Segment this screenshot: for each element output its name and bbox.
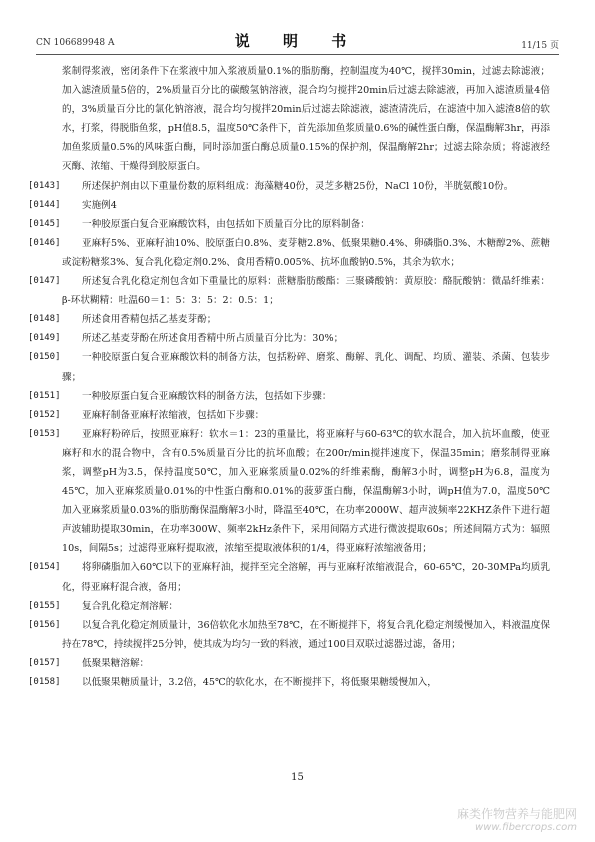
paragraph-number: [0153] [28, 428, 61, 439]
paragraph-continuation [62, 62, 550, 177]
paragraph-0145 [28, 215, 550, 234]
site-watermark [457, 805, 577, 833]
paragraph-number: [0155] [28, 600, 61, 611]
page-number: 15 [291, 772, 304, 783]
paragraph-text: 一种胶原蛋白复合亚麻酸饮料的制备方法，包括如下步骤： [82, 390, 332, 402]
paragraph-number: [0144] [28, 199, 61, 210]
paragraph-number: [0143] [28, 180, 61, 191]
paragraph-text: 一种胶原蛋白复合亚麻酸饮料的制备方法，包括粉碎、磨浆、酶解、乳化、调配、均质、灌装、杀菌、包装步骤； [62, 352, 550, 383]
paragraph-number: [0154] [28, 562, 61, 573]
paragraph-0152 [28, 406, 550, 425]
paragraph-text: 以复合乳化稳定剂质量计，36倍软化水加热至78℃，在不断搅拌下，将复合乳化稳定剂缓慢加入，料液温度保持在78℃，持续搅拌25分钟，使其成为均匀一致的料液，通过100目双联过滤器过滤，备用； [62, 619, 550, 650]
paragraph-text: 所述乙基麦芽酚在所述食用香精中所占质量百分比为：30%； [82, 333, 344, 345]
document-title: 说 明 书 [234, 32, 361, 50]
paragraph-text: 实施例4 [82, 199, 117, 211]
paragraph-text: 低聚果糖溶解： [82, 657, 150, 669]
paragraph-number: [0156] [28, 619, 61, 630]
paragraph-text: 浆制得浆液，密闭条件下在浆液中加入浆液质量0.1%的脂肪酶，控制温度为40℃，搅拌30min，过滤去除滤液；加入滤渣质量5倍的，2%质量百分比的碳酸氢钠溶液，混合均匀搅拌20min后过滤去除滤液，再加入滤渣质量4倍的，3%质量百分比的氯化钠溶液，混合均匀搅拌20min后过滤去除滤液，滤渣清洗后，在滤渣中加入滤渣8倍的软水，打浆，得脱脂鱼浆，pH值8.5，温度50℃条件下，首先添加鱼浆质量0.6%的碱性蛋白酶，保温酶解3hr，再添加鱼浆质量0.5%的风味蛋白酶，同时添加蛋白酶总质量0.15%的保护剂，保温酶解2hr；过滤去除杂质；将滤液经灭酶、浓缩、干燥得到胶原蛋白。 [62, 66, 550, 173]
publication-number: CN 106689948 A [36, 38, 115, 48]
paragraph-text: 复合乳化稳定剂溶解： [82, 600, 178, 612]
page-header [36, 30, 559, 52]
paragraph-number: [0158] [28, 677, 61, 687]
paragraph-number: [0145] [28, 218, 61, 229]
paragraph-number: [0157] [28, 657, 61, 668]
paragraph-text: 亚麻籽粉碎后，按照亚麻籽：软水＝1：23的重量比，将亚麻籽与60-63℃的软水混合，加入抗坏血酸，使亚麻籽和水的混合物中，含有0.5%质量百分比的抗坏血酸；在200r/min搅拌速度下，保温35min；磨浆制得亚麻浆，调整pH为3.5，保持温度50℃，加入亚麻浆质量0.02%的纤维素酶，酶解3小时，调整pH为6.8，温度为45℃，加入亚麻浆质量0.01%的中性蛋白酶和0.01%的菠萝蛋白酶，保温酶解3小时，调pH值为7.0，温度50℃加入亚麻浆质量0.03%的脂肪酶保温酶解3小时，降温至40℃，在功率2000W、超声波频率22KHZ条件下进行超声波辅助提取30min，在功率300W、频率2kHz条件下，采用间隔方式进行微波提取60s；所述间隔方式为：辐照10s，间隔5s；过滤得亚麻籽提取液，浓缩至提取液体积的1/4，得亚麻籽浓缩液备用； [62, 428, 550, 555]
document-body [28, 62, 550, 692]
paragraph-0149 [28, 329, 550, 348]
paragraph-0147 [28, 272, 550, 310]
paragraph-text: 一种胶原蛋白复合亚麻酸饮料，由包括如下质量百分比的原料制备： [82, 218, 370, 230]
paragraph-text: 将卵磷脂加入60℃以下的亚麻籽油，搅拌至完全溶解，再与亚麻籽浓缩液混合，60-65℃，20-30MPa均质乳化，得亚麻籽混合液，备用； [62, 562, 550, 593]
header-divider [36, 54, 559, 55]
paragraph-text: 亚麻籽5%、亚麻籽油10%、胶原蛋白0.8%、麦芽糖2.8%、低聚果糖0.4%、卵磷脂0.3%、木糖醇2%、蔗糖或淀粉糖浆3%、复合乳化稳定剂0.2%、食用香精0.005%、抗坏血酸钠0.5%，其余为软水； [62, 237, 550, 268]
paragraph-0158 [28, 673, 550, 692]
paragraph-0148 [28, 310, 550, 329]
paragraph-number: [0146] [28, 237, 61, 248]
paragraph-text: 以低聚果糖质量计，3.2倍，45℃的软化水，在不断搅拌下，将低聚果糖缓慢加入， [82, 677, 437, 688]
paragraph-0153 [28, 425, 550, 559]
paragraph-number: [0152] [28, 409, 61, 420]
paragraph-0155 [28, 597, 550, 616]
paragraph-number: [0148] [28, 314, 61, 325]
watermark-url: www.fibercrops.com [475, 822, 577, 833]
paragraph-text: 所述食用香精包括乙基麦芽酚； [82, 314, 217, 326]
paragraph-0146 [28, 234, 550, 272]
paragraph-0157 [28, 654, 550, 673]
paragraph-0143 [28, 177, 550, 196]
paragraph-number: [0150] [28, 352, 61, 363]
paragraph-0150 [28, 348, 550, 386]
paragraph-0154 [28, 558, 550, 596]
paragraph-text: 所述保护剂由以下重量份数的原料组成：海藻糖40份，灵芝多糖25份，NaCl 10份，半胱氨酸10份。 [82, 180, 514, 192]
paragraph-text: 亚麻籽制备亚麻籽浓缩液，包括如下步骤： [82, 409, 265, 421]
paragraph-0144 [28, 196, 550, 215]
paragraph-0151 [28, 387, 550, 406]
paragraph-number: [0147] [28, 276, 61, 287]
paragraph-number: [0149] [28, 333, 61, 344]
watermark-text: 麻类作物营养与能肥网 [456, 807, 577, 821]
paragraph-0156 [28, 616, 550, 654]
page-indicator: 11/15 页 [521, 41, 559, 51]
paragraph-number: [0151] [28, 390, 61, 401]
paragraph-text: 所述复合乳化稳定剂包含如下重量比的原料：蔗糖脂肪酸酯：三聚磷酸钠：黄原胶：酪朊酸钠：微晶纤维素：β-环状糊精：吐温60＝1：5：3：5：2：0.5：1； [62, 276, 550, 307]
